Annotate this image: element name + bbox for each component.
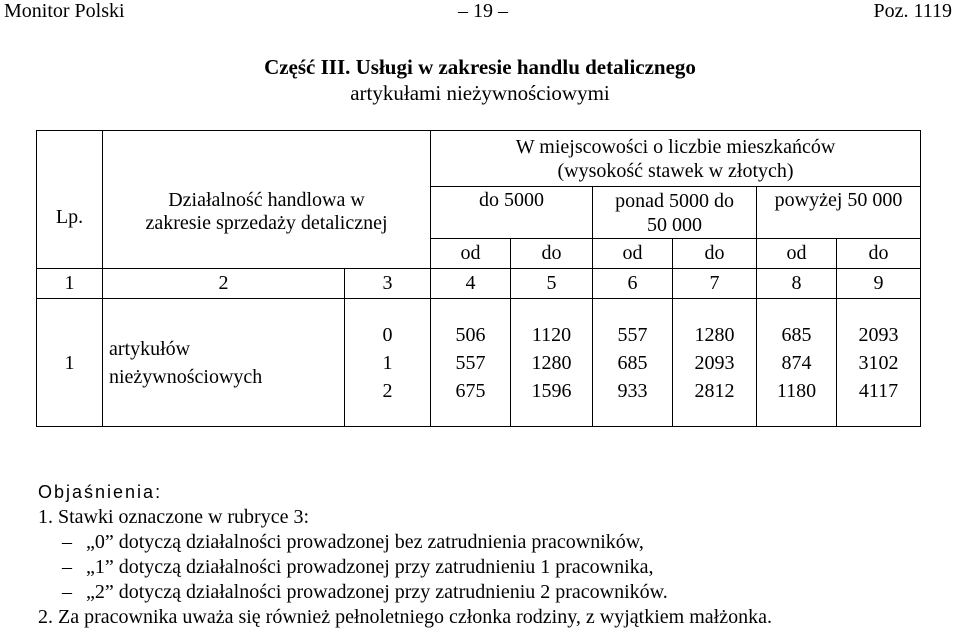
explanation-dash-3 [38,580,938,605]
subheader-do-1: do [511,239,593,269]
col-up-to-5000: do 5000 [431,187,593,239]
population-group-line2: (wysokość stawek w złotych) [557,159,794,182]
column-number: 2 [103,269,345,299]
rate-value: 1180 [776,379,817,402]
column-number: 3 [345,269,431,299]
rate-value: 2093 [694,351,735,374]
explanation-item-2: 2. Za pracownika uważa się również pełnoletniego członka rodziny, z wyjątkiem małżonka. [38,606,772,628]
rate-value: 3102 [858,351,899,374]
row-activity-name-line2: nieżywnościowych [109,365,263,388]
rate-value: 557 [455,351,486,374]
column-number: 1 [37,269,103,299]
col-5000-to-50000-line1: ponad 5000 do [615,189,734,212]
rate-col-8 [757,299,837,427]
rates-table [36,130,921,427]
subheader-od-2: od [593,239,673,269]
activity-header-line1: Działalność handlowa w [168,188,365,211]
col-above-50000: powyżej 50 000 [757,187,921,239]
explanation-dash-2 [38,555,938,580]
rate-value: 1280 [531,351,572,374]
subheader-od-3: od [757,239,837,269]
rate-value: 1596 [531,379,572,402]
rate-value: 1280 [694,323,735,346]
code-value: 0 [382,323,393,346]
rate-value: 933 [617,379,648,402]
column-number: 8 [757,269,837,299]
column-number: 7 [673,269,757,299]
page-header [0,0,960,30]
column-number-row [37,269,921,299]
position-number: Poz. 1119 [873,0,952,22]
rate-value: 2093 [858,323,899,346]
activity-header [103,131,431,269]
dash-bullet: – [62,581,72,603]
page-number: – 19 – [458,0,508,22]
subheader-od-1: od [431,239,511,269]
rate-value: 2812 [694,379,735,402]
explanation-item-1: 1. Stawki oznaczone w rubryce 3: [38,506,310,528]
rate-col-4 [431,299,511,427]
row-activity-name [103,299,345,427]
activity-header-line2: zakresie sprzedaży detalicznej [145,211,388,234]
col-5000-to-50000-line2: 50 000 [647,213,703,236]
rate-value: 685 [617,351,648,374]
rate-col-6 [593,299,673,427]
dash-bullet: – [62,531,72,553]
row-codes [345,299,431,427]
rate-value: 506 [455,323,486,346]
rate-col-7 [673,299,757,427]
subheader-do-2: do [673,239,757,269]
publication-name: Monitor Polski [4,0,125,22]
rate-value: 675 [455,379,486,402]
explanations-section [38,480,938,630]
code-value: 2 [382,379,393,402]
rate-value: 557 [617,323,648,346]
column-number: 9 [837,269,921,299]
column-number: 4 [431,269,511,299]
dash-bullet: – [62,556,72,578]
rate-col-9 [837,299,921,427]
rate-col-5 [511,299,593,427]
table-row [37,299,921,427]
explanation-dash-1-text: „0” dotyczą działalności prowadzonej bez zatrudnienia pracowników, [86,531,644,553]
population-group-header [431,131,921,187]
column-number: 5 [511,269,593,299]
explanation-dash-1 [38,530,938,555]
subheader-do-3: do [837,239,921,269]
section-title-line1: Część III. Usługi w zakresie handlu detalicznego [264,55,696,79]
section-title-line2: artykułami nieżywnościowymi [350,81,610,105]
rate-value: 1120 [531,323,572,346]
column-number: 6 [593,269,673,299]
rate-value: 874 [781,351,812,374]
explanation-dash-3-text: „2” dotyczą działalności prowadzonej przy zatrudnieniu 2 pracowników. [86,581,668,603]
explanations-heading: Objaśnienia: [38,482,163,502]
row-activity-name-line1: artykułów [109,337,191,360]
section-title [0,54,960,106]
lp-header: Lp. [37,131,103,269]
row-lp: 1 [37,299,103,427]
rate-value: 4117 [858,379,899,402]
explanation-dash-2-text: „1” dotyczą działalności prowadzonej przy zatrudnieniu 1 pracownika, [86,556,654,578]
population-group-line1: W miejscowości o liczbie mieszkańców [515,135,836,158]
rate-value: 685 [781,323,812,346]
code-value: 1 [382,351,393,374]
col-5000-to-50000 [593,187,757,239]
